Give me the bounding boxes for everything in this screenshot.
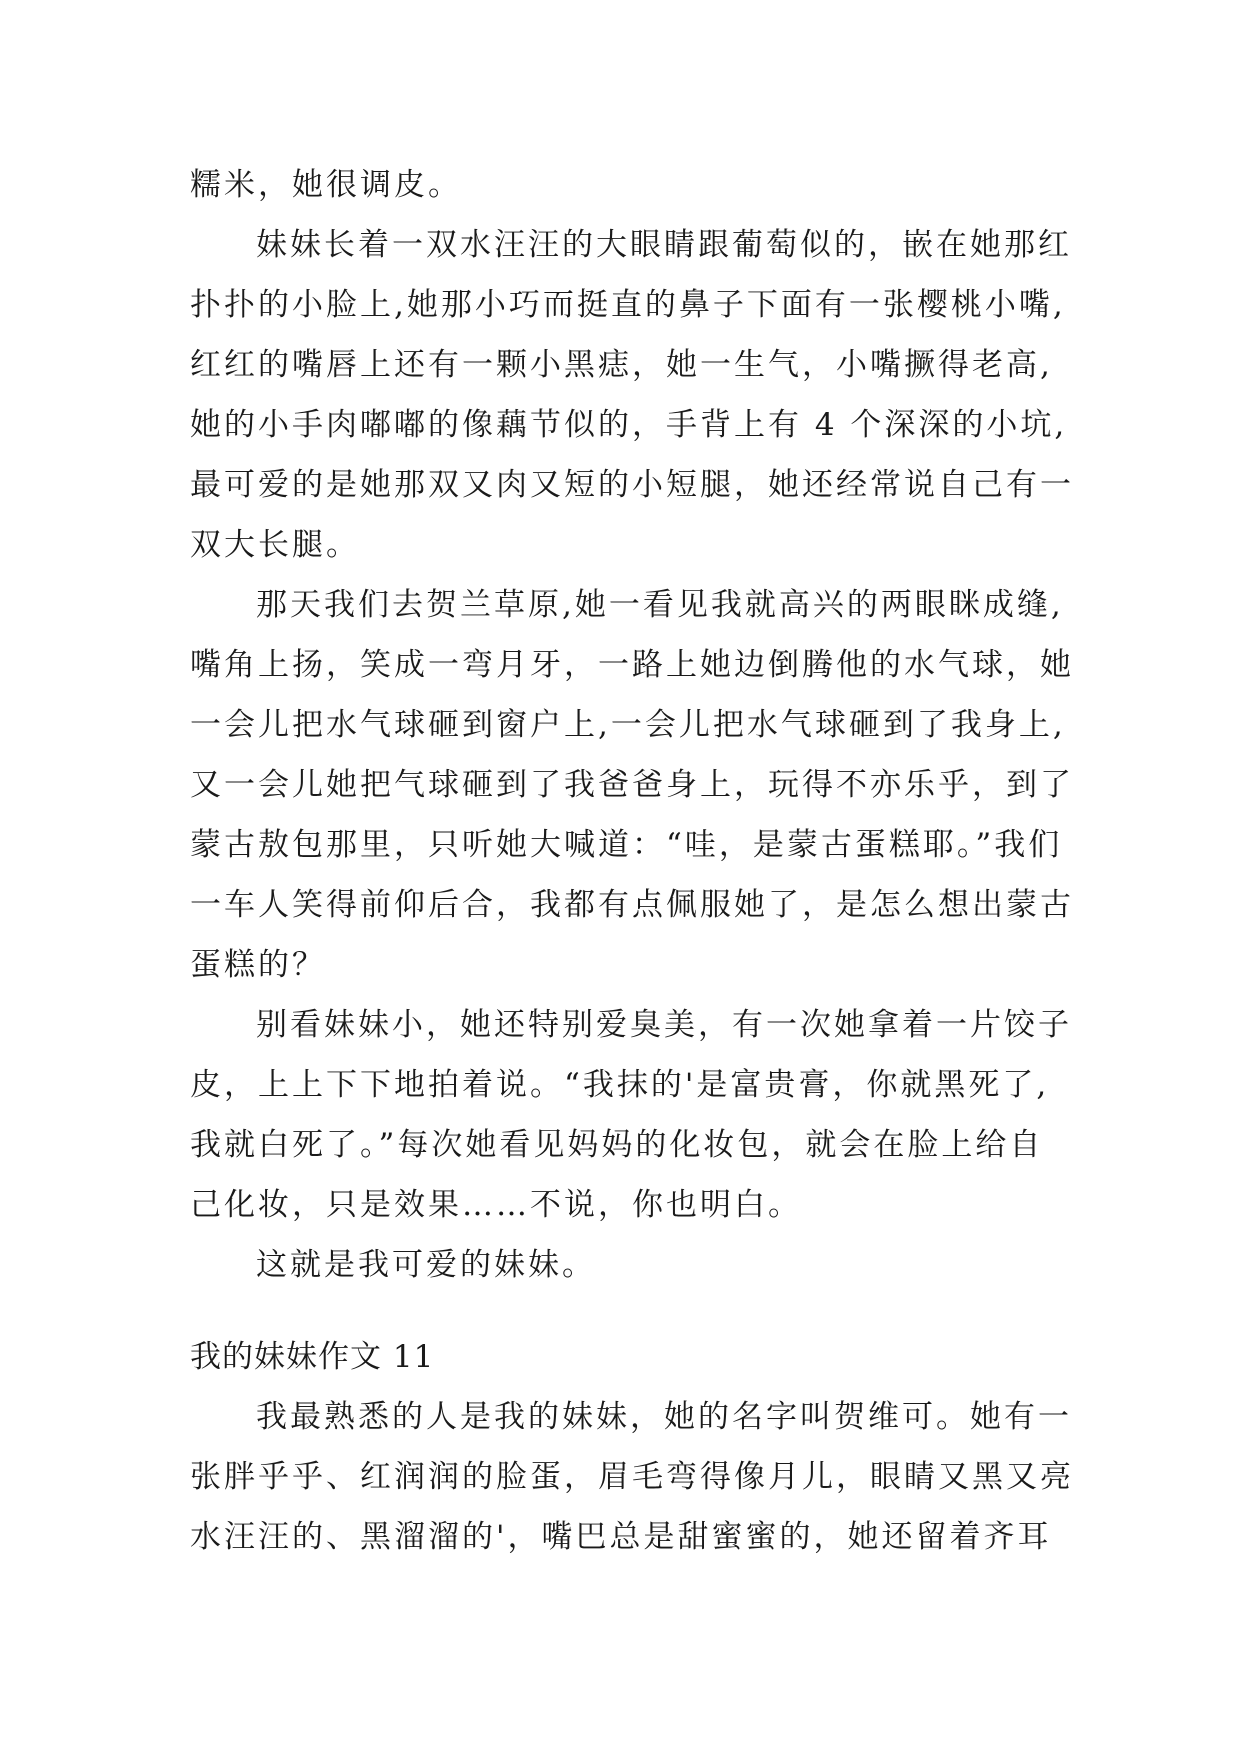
text-line: 这就是我可爱的妹妹。 [256, 1247, 596, 1283]
text-line: 红红的嘴唇上还有一颗小黑痣，她一生气，小嘴撅得老高, [190, 347, 1053, 383]
text-line: 一车人笑得前仰后合，我都有点佩服她了，是怎么想出蒙古 [190, 887, 1074, 923]
text-line: 张胖乎乎、红润润的脸蛋，眉毛弯得像月儿，眼睛又黑又亮 [190, 1459, 1074, 1495]
text-line: 己化妆，只是效果……不说，你也明白。 [190, 1187, 802, 1223]
text-line: 蒙古敖包那里，只听她大喊道：“哇，是蒙古蛋糕耶。”我们 [190, 827, 1063, 863]
text-line: 皮，上上下下地拍着说。“我抹的'是富贵膏，你就黑死了, [190, 1067, 1050, 1103]
text-line: 蛋糕的？ [190, 947, 326, 983]
text-line: 扑扑的小脸上,她那小巧而挺直的鼻子下面有一张樱桃小嘴, [190, 287, 1066, 323]
text-line: 我就白死了。”每次她看见妈妈的化妆包，就会在脸上给自 [190, 1127, 1044, 1163]
text-line: 妹妹长着一双水汪汪的大眼睛跟葡萄似的，嵌在她那红 [256, 227, 1072, 263]
text-line: 双大长腿。 [190, 527, 360, 563]
text-line: 她的小手肉嘟嘟的像藕节似的，手背上有 4 个深深的小坑, [190, 407, 1068, 443]
text-line: 别看妹妹小，她还特别爱臭美，有一次她拿着一片饺子 [256, 1007, 1072, 1043]
text-line: 我最熟悉的人是我的妹妹，她的名字叫贺维可。她有一 [256, 1399, 1072, 1435]
text-line: 嘴角上扬，笑成一弯月牙，一路上她边倒腾他的水气球，她 [190, 647, 1074, 683]
text-line: 最可爱的是她那双又肉又短的小短腿，她还经常说自己有一 [190, 467, 1074, 503]
text-line: 又一会儿她把气球砸到了我爸爸身上，玩得不亦乐乎，到了 [190, 767, 1074, 803]
section-title: 我的妹妹作文 11 [190, 1339, 435, 1375]
text-line: 水汪汪的、黑溜溜的'，嘴巴总是甜蜜蜜的，她还留着齐耳 [190, 1519, 1052, 1555]
text-line: 糯米，她很调皮。 [190, 167, 462, 203]
text-line: 那天我们去贺兰草原,她一看见我就高兴的两眼眯成缝, [256, 587, 1064, 623]
text-line: 一会儿把水气球砸到窗户上,一会儿把水气球砸到了我身上, [190, 707, 1066, 743]
